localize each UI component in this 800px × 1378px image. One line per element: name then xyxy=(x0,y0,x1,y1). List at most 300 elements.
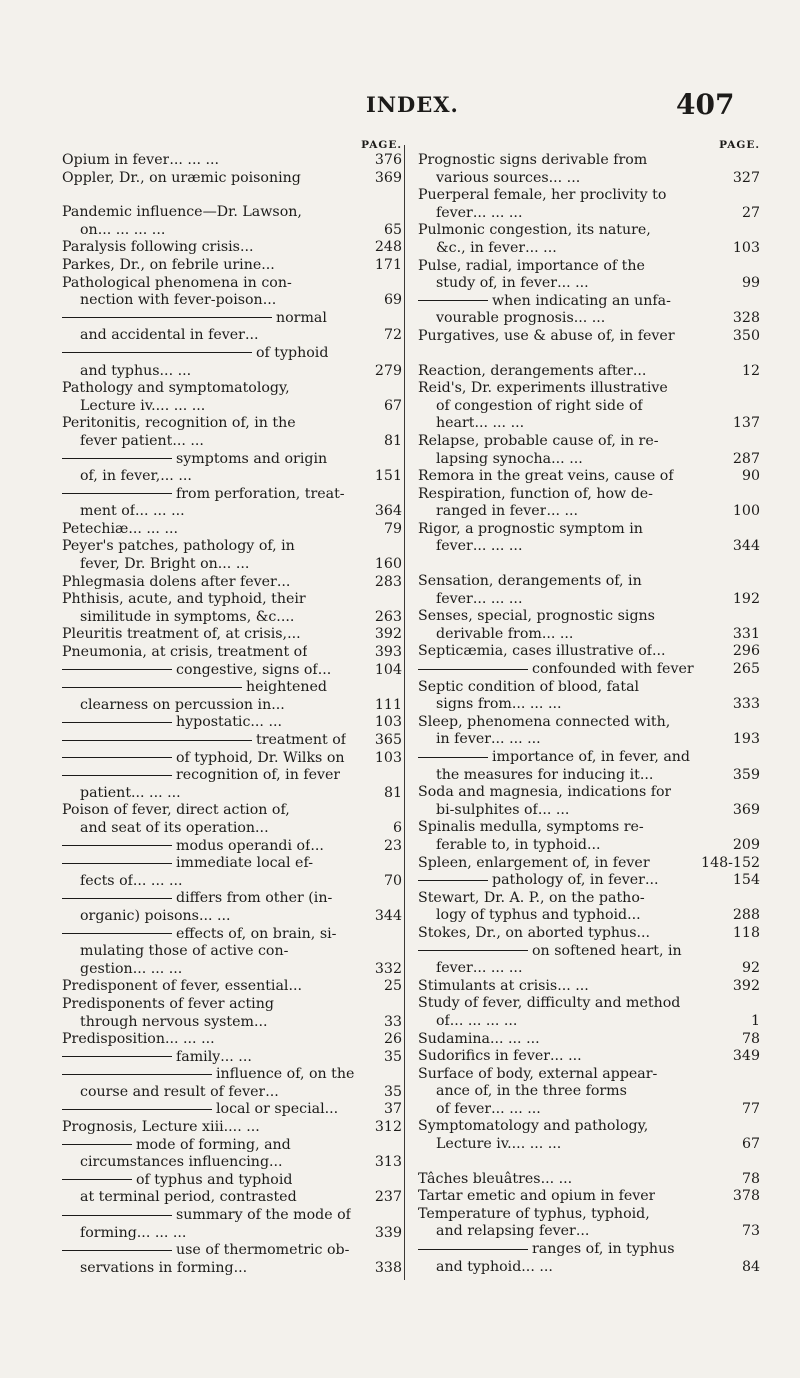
ditto-dash xyxy=(62,863,172,864)
entry-text xyxy=(80,1084,265,1102)
blank-line xyxy=(62,187,402,204)
index-entry-line xyxy=(418,275,760,293)
entry-text xyxy=(62,1137,291,1155)
entry-text xyxy=(436,275,557,293)
entry-label: from perforation, treat- xyxy=(176,485,345,502)
leader-dots: ... ... ... xyxy=(472,538,523,555)
page-ref: 79 xyxy=(383,520,402,537)
leader-dots: ... ... ... xyxy=(472,960,523,977)
entry-text xyxy=(418,784,671,802)
entry-text xyxy=(80,697,271,715)
page-ref: 192 xyxy=(732,590,760,607)
leader-dots: ... ... ... xyxy=(511,696,562,713)
entry-label: of typhoid, Dr. Wilks on xyxy=(176,749,345,766)
column-header-page: PAGE. xyxy=(361,139,402,151)
entry-label: immediate local ef- xyxy=(176,855,313,872)
page-ref: 160 xyxy=(374,556,402,573)
index-entry-line xyxy=(62,609,402,627)
entry-label: of congestion of right side of xyxy=(436,397,643,414)
page-ref: 92 xyxy=(741,960,760,977)
index-entry-line xyxy=(418,696,760,714)
entry-text xyxy=(62,996,274,1014)
entry-text xyxy=(436,1083,627,1101)
page-ref: 369 xyxy=(374,169,402,186)
entry-list-right xyxy=(418,152,760,1276)
leader-dots: ... ... ... xyxy=(128,520,178,537)
entry-text xyxy=(62,767,340,785)
index-entry-line xyxy=(418,187,760,205)
entry-text xyxy=(436,626,542,644)
entry-text xyxy=(418,1171,541,1189)
entry-text xyxy=(418,890,645,908)
entry-text xyxy=(62,890,332,908)
entry-label: use of thermometric ob- xyxy=(176,1242,350,1259)
index-entry-line xyxy=(62,873,402,891)
page-ref: 77 xyxy=(741,1100,760,1117)
index-entry-line xyxy=(62,204,402,222)
leader-dots: ... ... xyxy=(198,907,231,924)
ditto-dash xyxy=(62,933,172,934)
entry-text xyxy=(62,802,290,820)
page-ref: 344 xyxy=(732,538,760,555)
leader-dots: ... xyxy=(639,766,654,783)
entry-text xyxy=(418,222,651,240)
page-ref: 37 xyxy=(383,1101,402,1118)
ditto-dash xyxy=(62,317,272,318)
entry-text xyxy=(62,750,345,768)
leader-dots: ... ... xyxy=(160,468,192,485)
leader-dots: ... ... ... xyxy=(164,1031,215,1048)
page-ref: 344 xyxy=(374,907,402,924)
index-entry-line xyxy=(62,714,402,732)
index-entry-line xyxy=(418,749,760,767)
entry-label: Remora in the great veins, cause of xyxy=(418,468,674,485)
index-entry-line xyxy=(418,415,760,433)
entry-label: of xyxy=(436,1012,450,1029)
column-header-page: PAGE. xyxy=(719,139,760,151)
entry-label: ranges of, in typhus xyxy=(532,1241,675,1258)
page-ref: 35 xyxy=(383,1083,402,1100)
leader-dots: ... ... xyxy=(250,714,282,731)
entry-label: Septic condition of blood, fatal xyxy=(418,678,640,695)
entry-text xyxy=(80,873,133,891)
index-entry-line xyxy=(62,257,402,275)
page-ref: 1 xyxy=(750,1012,760,1029)
leader-dots: ... ... ... xyxy=(474,415,525,432)
leader-dots: ... ... xyxy=(159,362,192,379)
index-entry-line xyxy=(418,503,760,521)
entry-label: Stimulants at crisis xyxy=(418,977,558,994)
page-ref: 265 xyxy=(732,661,760,678)
entry-label: Sudorifics in fever xyxy=(418,1048,551,1065)
entry-label: ferable to, in typhoid xyxy=(436,836,587,853)
entry-text xyxy=(418,152,647,170)
entry-text xyxy=(418,328,675,346)
entry-text xyxy=(62,838,310,856)
index-entry-line xyxy=(62,785,402,803)
page-ref: 104 xyxy=(374,661,402,678)
entry-label: normal xyxy=(276,309,327,326)
page-ref: 99 xyxy=(741,275,760,292)
entry-text xyxy=(80,468,160,486)
entry-text xyxy=(80,943,288,961)
ditto-dash xyxy=(62,352,252,353)
leader-dots: ... xyxy=(280,608,295,625)
leader-dots: ... ... ... ... xyxy=(97,221,166,238)
entry-text xyxy=(62,1172,292,1190)
leader-dots: ... ... ... xyxy=(135,503,185,520)
entry-text xyxy=(418,608,655,626)
entry-text xyxy=(62,978,288,996)
entry-text xyxy=(418,1206,650,1224)
entry-text xyxy=(418,363,633,381)
entry-label: Predisponent of fever, essential xyxy=(62,978,289,995)
entry-label: Sudamina xyxy=(418,1030,490,1047)
page-ref: 84 xyxy=(741,1258,760,1275)
index-entry-line xyxy=(418,872,760,890)
index-entry-line xyxy=(62,996,402,1014)
page-ref: 154 xyxy=(732,872,760,889)
ditto-dash xyxy=(62,1056,172,1057)
entry-label: Tâches bleuâtres xyxy=(418,1170,541,1187)
page-ref: 359 xyxy=(732,766,760,783)
entry-text xyxy=(62,1119,228,1137)
leader-dots: ... ... xyxy=(220,1048,252,1065)
entry-label: effects of, on brain, si- xyxy=(176,925,337,942)
entry-text xyxy=(436,1101,491,1119)
entry-text xyxy=(80,961,133,979)
index-entry-line xyxy=(418,1083,760,1101)
page-ref: 263 xyxy=(374,608,402,625)
page-ref: 148-152 xyxy=(701,854,760,871)
entry-text xyxy=(418,468,674,486)
entry-label: vourable prognosis xyxy=(436,310,574,327)
index-entry-line xyxy=(418,380,760,398)
index-entry-line xyxy=(62,1242,402,1260)
entry-label: Pleuritis treatment of, at crisis, xyxy=(62,626,288,643)
index-entry-line xyxy=(62,574,402,592)
entry-label: local or special xyxy=(216,1101,325,1118)
entry-label: Lecture iv. xyxy=(436,1136,512,1153)
index-entry-line xyxy=(418,451,760,469)
index-column-left xyxy=(62,138,402,1277)
leader-dots: ... ... xyxy=(557,977,589,994)
entry-label: Reaction, derangements after xyxy=(418,362,633,379)
entry-text xyxy=(418,943,682,961)
entry-label: Temperature of typhus, typhoid, xyxy=(418,1205,650,1222)
entry-label: heightened xyxy=(246,679,328,696)
leader-dots: ... ... xyxy=(228,1119,260,1136)
leader-dots: ... xyxy=(265,1083,279,1100)
page-ref: 313 xyxy=(374,1154,402,1171)
entry-label: Lecture iv. xyxy=(80,397,156,414)
entry-label: summary of the mode of xyxy=(176,1207,351,1224)
page-ref: 137 xyxy=(732,415,760,432)
entry-label: Poison of fever, direct action of, xyxy=(62,802,290,819)
entry-text xyxy=(80,1154,269,1172)
entry-label: treatment of xyxy=(256,732,347,748)
entry-label: Spleen, enlargement of, in fever xyxy=(418,854,650,871)
page-ref: 193 xyxy=(732,731,760,748)
index-entry-line xyxy=(62,644,402,662)
index-entry-line xyxy=(62,1225,402,1243)
index-entry-line xyxy=(418,486,760,504)
page-ref: 393 xyxy=(374,644,402,661)
entry-label: fects of xyxy=(80,872,133,889)
entry-label: Predisposition xyxy=(62,1031,165,1048)
leader-dots: ... xyxy=(644,872,659,889)
leader-dots: ... ... ... xyxy=(132,872,183,889)
entry-text xyxy=(80,785,131,803)
entry-label: fever xyxy=(436,590,473,607)
entry-label: Surface of body, external appear- xyxy=(418,1065,658,1082)
ditto-dash xyxy=(62,1144,132,1145)
entry-text xyxy=(436,170,549,188)
index-entry-line xyxy=(418,608,760,626)
page-ref: 338 xyxy=(374,1259,402,1276)
entry-label: in fever xyxy=(436,731,492,748)
index-entry-line xyxy=(418,890,760,908)
index-entry-line xyxy=(62,943,402,961)
entry-text xyxy=(418,679,639,697)
entry-label: at terminal period, contrasted xyxy=(80,1189,297,1206)
index-entry-line xyxy=(62,838,402,856)
entry-label: of typhus and typhoid xyxy=(136,1171,293,1188)
index-entry-line xyxy=(418,363,760,381)
blank-line xyxy=(418,346,760,363)
index-entry-line xyxy=(62,855,402,873)
index-entry-line xyxy=(418,995,760,1013)
entry-text xyxy=(436,451,551,469)
entry-text xyxy=(62,1031,165,1049)
leader-dots: ... xyxy=(586,836,601,853)
page-ref: 78 xyxy=(741,1030,760,1047)
entry-label: and seat of its operation xyxy=(80,819,256,836)
page-ref: 365 xyxy=(374,732,402,748)
entry-label: circumstances influencing xyxy=(80,1154,270,1171)
index-entry-line xyxy=(418,661,760,679)
entry-text xyxy=(62,591,306,609)
blank-line xyxy=(418,1154,760,1171)
page-ref: 23 xyxy=(383,837,402,854)
entry-text xyxy=(436,240,525,258)
leader-dots: ... xyxy=(310,837,324,854)
entry-text xyxy=(62,1207,351,1225)
page-ref: 331 xyxy=(732,625,760,642)
index-entry-line xyxy=(62,486,402,504)
entry-text xyxy=(62,1101,325,1119)
entry-label: and typhus xyxy=(80,362,160,379)
page-ref: 73 xyxy=(741,1223,760,1240)
index-entry-line xyxy=(62,591,402,609)
page-header xyxy=(0,88,800,120)
entry-text xyxy=(418,1241,675,1259)
entry-label: signs from xyxy=(436,696,512,713)
entry-label: when indicating an unfa- xyxy=(492,292,671,309)
entry-label: fever xyxy=(436,204,473,221)
index-entry-line xyxy=(62,239,402,257)
entry-text xyxy=(436,1259,521,1277)
entry-label: similitude in symptoms, &c. xyxy=(80,608,281,625)
index-entry-line xyxy=(62,468,402,486)
index-entry-line xyxy=(62,697,402,715)
entry-text xyxy=(80,1225,137,1243)
entry-text xyxy=(418,187,666,205)
index-entry-line xyxy=(62,908,402,926)
entry-text xyxy=(436,907,627,925)
entry-label: fever xyxy=(436,538,473,555)
entry-label: Puerperal female, her proclivity to xyxy=(418,187,667,204)
entry-label: ance of, in the three forms xyxy=(436,1083,627,1100)
index-entry-line xyxy=(62,1189,402,1207)
index-entry-line xyxy=(62,1154,402,1172)
page-ref: 392 xyxy=(732,977,760,994)
leader-dots: ... ... xyxy=(521,1258,553,1275)
entry-text xyxy=(418,995,680,1013)
entry-text xyxy=(62,679,327,697)
leader-dots: ... xyxy=(575,1223,590,1240)
entry-text xyxy=(62,239,240,257)
leader-dots: ... xyxy=(651,643,666,660)
index-entry-line xyxy=(62,750,402,768)
leader-dots: ... xyxy=(287,626,301,643)
entry-label: and typhoid xyxy=(436,1258,522,1275)
page-ref: 65 xyxy=(383,221,402,238)
entry-text xyxy=(62,345,328,363)
entry-label: Symptomatology and pathology, xyxy=(418,1118,649,1135)
index-entry-line xyxy=(418,1171,760,1189)
entry-text xyxy=(80,1014,254,1032)
index-entry-line xyxy=(418,1136,760,1154)
index-entry-line xyxy=(62,767,402,785)
leader-dots: ... xyxy=(636,924,651,941)
leader-dots: ... ... xyxy=(217,556,250,573)
entry-text xyxy=(436,731,491,749)
entry-label: Pathology and symptomatology, xyxy=(62,380,290,397)
index-entry-line xyxy=(418,1031,760,1049)
index-entry-line xyxy=(62,170,402,188)
page-ref: 103 xyxy=(374,714,402,731)
index-entry-line xyxy=(62,327,402,345)
index-entry-line xyxy=(62,802,402,820)
entry-label: Relapse, probable cause of, in re- xyxy=(418,432,659,449)
page-ref: 279 xyxy=(374,362,402,379)
ditto-dash xyxy=(62,1179,132,1180)
entry-text xyxy=(436,696,512,714)
index-entry-line xyxy=(62,820,402,838)
entry-text xyxy=(418,573,642,591)
entry-label: the measures for inducing it xyxy=(436,766,640,783)
leader-dots: ... xyxy=(627,907,641,924)
page-ref: 25 xyxy=(383,978,402,995)
entry-text xyxy=(80,292,263,310)
index-entry-line xyxy=(418,398,760,416)
entry-text xyxy=(418,1031,490,1049)
index-entry-line xyxy=(62,1066,402,1084)
index-entry-line xyxy=(62,1207,402,1225)
entry-text xyxy=(80,820,255,838)
entry-label: family xyxy=(176,1048,221,1065)
entry-label: on softened heart, in xyxy=(532,942,682,959)
page-ref: 209 xyxy=(732,836,760,853)
page-ref: 118 xyxy=(732,924,760,941)
leader-dots: ... ... ... xyxy=(491,1100,541,1117)
entry-text xyxy=(62,714,250,732)
entry-text xyxy=(80,908,199,926)
index-entry-line xyxy=(62,978,402,996)
entry-text xyxy=(62,1242,349,1260)
entry-label: lapsing synocha xyxy=(436,450,552,467)
entry-text xyxy=(62,275,292,293)
entry-text xyxy=(418,855,650,873)
index-entry-line xyxy=(62,961,402,979)
entry-text xyxy=(80,398,156,416)
ditto-dash xyxy=(62,845,172,846)
page-ref: 151 xyxy=(374,468,402,485)
entry-text xyxy=(418,486,653,504)
entry-text xyxy=(62,662,318,680)
page-ref: 6 xyxy=(392,819,402,836)
index-entry-line xyxy=(62,363,402,381)
leader-dots: ... ... ... xyxy=(472,590,523,607)
leader-dots: ... xyxy=(288,978,302,995)
page-ref: 171 xyxy=(374,256,402,273)
entry-label: Paralysis following crisis xyxy=(62,239,240,256)
ditto-dash xyxy=(62,775,172,776)
page-ref: 35 xyxy=(383,1048,402,1065)
leader-dots: ... ... xyxy=(541,625,574,642)
entry-label: of, in fever, xyxy=(80,468,161,485)
page-ref: 332 xyxy=(374,960,402,977)
entry-label: Tartar emetic and opium in fever xyxy=(418,1188,656,1205)
page-ref: 376 xyxy=(374,152,402,168)
entry-text xyxy=(62,538,295,556)
entry-text xyxy=(436,398,643,416)
entry-text xyxy=(62,1066,354,1084)
entry-list-left xyxy=(62,152,402,1277)
leader-dots: ... ... ... xyxy=(491,731,541,748)
entry-text xyxy=(62,521,128,539)
entry-text xyxy=(418,1048,550,1066)
entry-label: Rigor, a prognostic symptom in xyxy=(418,520,643,537)
index-entry-line xyxy=(418,1013,760,1031)
index-entry-line xyxy=(418,1206,760,1224)
page-ref: 364 xyxy=(374,503,402,520)
entry-label: influence of, on the xyxy=(216,1066,355,1083)
page-ref: 81 xyxy=(383,784,402,801)
leader-dots: ... xyxy=(269,1154,283,1171)
entry-label: Petechiæ xyxy=(62,520,129,537)
entry-label: pathology of, in fever xyxy=(492,872,645,889)
index-entry-line xyxy=(62,1014,402,1032)
index-entry-line xyxy=(62,1172,402,1190)
entry-label: Stokes, Dr., on aborted typhus xyxy=(418,924,637,941)
index-entry-line xyxy=(418,714,760,732)
index-entry-line xyxy=(418,643,760,661)
ditto-dash xyxy=(62,1109,212,1110)
page-ref: 103 xyxy=(732,239,760,256)
entry-label: ranged in fever xyxy=(436,503,547,520)
entry-label: patient xyxy=(80,784,132,801)
page-ref: 369 xyxy=(732,801,760,818)
index-entry-line xyxy=(62,626,402,644)
index-entry-line xyxy=(418,819,760,837)
entry-text xyxy=(436,960,473,978)
index-entry-line xyxy=(62,152,402,170)
entry-label: Peyer's patches, pathology of, in xyxy=(62,538,295,555)
index-entry-line xyxy=(418,679,760,697)
entry-text xyxy=(418,1188,655,1206)
